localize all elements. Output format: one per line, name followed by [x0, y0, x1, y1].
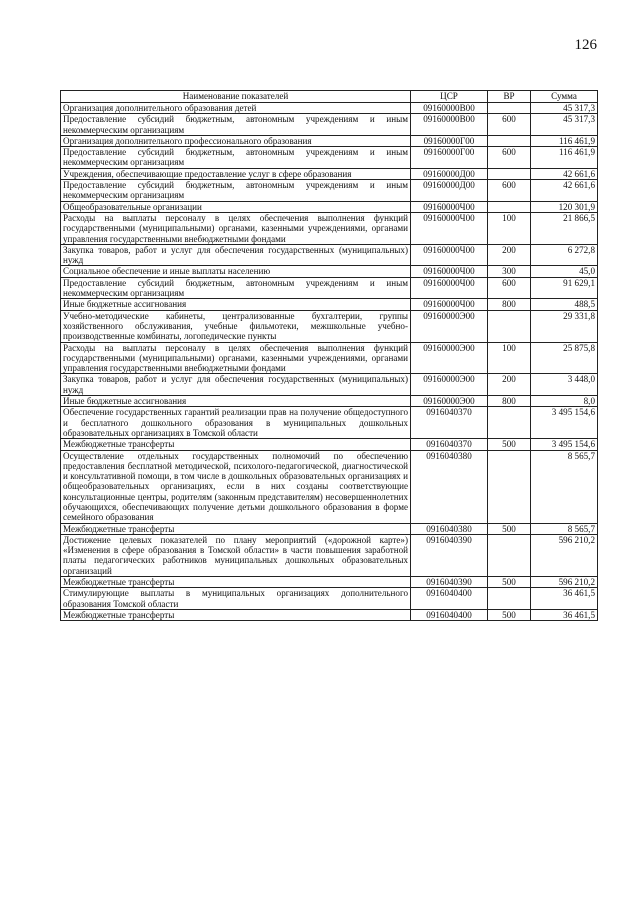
- vr-code-cell: 600: [488, 147, 531, 169]
- csr-code-cell: 0916040400: [411, 588, 488, 610]
- csr-code-cell: 09160000Ч00: [411, 212, 488, 244]
- csr-code-cell: 09160000В00: [411, 103, 488, 114]
- indicator-name-cell: Иные бюджетные ассигнования: [61, 299, 411, 310]
- csr-code-cell: 09160000Ч00: [411, 277, 488, 299]
- header-sum: Сумма: [531, 91, 598, 103]
- amount-cell: 45 317,3: [531, 114, 598, 136]
- vr-code-cell: 800: [488, 299, 531, 310]
- csr-code-cell: 09160000Г00: [411, 147, 488, 169]
- amount-cell: 116 461,9: [531, 147, 598, 169]
- table-header: [61, 91, 598, 103]
- vr-code-cell: 500: [488, 609, 531, 620]
- csr-code-cell: 09160000Э00: [411, 342, 488, 374]
- csr-code-cell: 0916040390: [411, 534, 488, 576]
- csr-code-cell: 0916040380: [411, 523, 488, 534]
- vr-code-cell: [488, 201, 531, 212]
- indicator-name-cell: Предоставление субсидий бюджетным, автономным учреждениям и иным некоммерческим организациям: [61, 180, 411, 202]
- csr-code-cell: 09160000В00: [411, 114, 488, 136]
- table-row: [61, 168, 598, 179]
- csr-code-cell: 09160000Ч00: [411, 201, 488, 212]
- table-row: [61, 244, 598, 266]
- indicator-name-cell: Организация дополнительного образования детей: [61, 103, 411, 114]
- indicator-name-cell: Достижение целевых показателей по плану мероприятий («дорожной карте») «Изменения в сфере образования в Томской области» в части повышения заработной платы педагогических работников муниципальных дошкольных образовательных организаций: [61, 534, 411, 576]
- indicator-name-cell: Обеспечение государственных гарантий реализации прав на получение общедоступного и бесплатного дошкольного образования в муниципальных дошкольных образовательных организациях в Томской области: [61, 407, 411, 439]
- header-vr: ВР: [488, 91, 531, 103]
- vr-code-cell: 200: [488, 374, 531, 396]
- table-row: [61, 342, 598, 374]
- indicator-name-cell: Расходы на выплаты персоналу в целях обеспечения выполнения функций государственными (муниципальными) органами, казенными учреждениями, органами управления государственными внебюджетными фондами: [61, 342, 411, 374]
- amount-cell: 45 317,3: [531, 103, 598, 114]
- amount-cell: 8 565,7: [531, 450, 598, 523]
- amount-cell: 3 448,0: [531, 374, 598, 396]
- amount-cell: 45,0: [531, 266, 598, 277]
- table-row: [61, 534, 598, 576]
- indicator-name-cell: Организация дополнительного профессионального образования: [61, 135, 411, 146]
- amount-cell: 8 565,7: [531, 523, 598, 534]
- vr-code-cell: [488, 450, 531, 523]
- csr-code-cell: 0916040370: [411, 439, 488, 450]
- vr-code-cell: 500: [488, 577, 531, 588]
- indicator-name-cell: Стимулирующие выплаты в муниципальных организациях дополнительного образования Томской области: [61, 588, 411, 610]
- csr-code-cell: 0916040390: [411, 577, 488, 588]
- csr-code-cell: 09160000Д00: [411, 180, 488, 202]
- csr-code-cell: 09160000Ч00: [411, 244, 488, 266]
- vr-code-cell: 500: [488, 523, 531, 534]
- vr-code-cell: 500: [488, 439, 531, 450]
- indicator-name-cell: Закупка товаров, работ и услуг для обеспечения государственных (муниципальных) нужд: [61, 374, 411, 396]
- table-body: [61, 103, 598, 621]
- indicator-name-cell: Предоставление субсидий бюджетным, автономным учреждениям и иным некоммерческим организациям: [61, 147, 411, 169]
- csr-code-cell: 09160000Ч00: [411, 266, 488, 277]
- amount-cell: 8,0: [531, 396, 598, 407]
- vr-code-cell: [488, 135, 531, 146]
- table-row: [61, 212, 598, 244]
- table-row: [61, 523, 598, 534]
- table-row: [61, 577, 598, 588]
- header-csr: ЦСР: [411, 91, 488, 103]
- vr-code-cell: 600: [488, 180, 531, 202]
- csr-code-cell: 09160000Э00: [411, 310, 488, 342]
- indicator-name-cell: Межбюджетные трансферты: [61, 577, 411, 588]
- indicator-name-cell: Осуществление отдельных государственных полномочий по обеспечению предоставления бесплатной методической, психолого-педагогической, диагностической и консультативной помощи, в том числе в дошкольных образовательных организациях и общеобразовательных организациях, если в них созданы соответствующие консультационные центры, родителям (законным представителям) несовершеннолетних обучающихся, обеспечивающих получение детьми дошкольного образования в форме семейного образования: [61, 450, 411, 523]
- indicator-name-cell: Учреждения, обеспечивающие предоставление услуг в сфере образования: [61, 168, 411, 179]
- vr-code-cell: 100: [488, 212, 531, 244]
- csr-code-cell: 09160000Э00: [411, 396, 488, 407]
- table-row: [61, 135, 598, 146]
- amount-cell: 36 461,5: [531, 588, 598, 610]
- csr-code-cell: 09160000Д00: [411, 168, 488, 179]
- csr-code-cell: 0916040400: [411, 609, 488, 620]
- page-number: 126: [574, 37, 597, 53]
- table-row: [61, 201, 598, 212]
- csr-code-cell: 0916040380: [411, 450, 488, 523]
- table-row: [61, 147, 598, 169]
- amount-cell: 116 461,9: [531, 135, 598, 146]
- table-row: [61, 114, 598, 136]
- budget-table: [60, 90, 598, 621]
- table-row: [61, 374, 598, 396]
- vr-code-cell: [488, 310, 531, 342]
- vr-code-cell: 100: [488, 342, 531, 374]
- indicator-name-cell: Межбюджетные трансферты: [61, 439, 411, 450]
- indicator-name-cell: Предоставление субсидий бюджетным, автономным учреждениям и иным некоммерческим организациям: [61, 277, 411, 299]
- indicator-name-cell: Межбюджетные трансферты: [61, 609, 411, 620]
- amount-cell: 6 272,8: [531, 244, 598, 266]
- table-row: [61, 266, 598, 277]
- table-row: [61, 396, 598, 407]
- vr-code-cell: 300: [488, 266, 531, 277]
- vr-code-cell: 200: [488, 244, 531, 266]
- vr-code-cell: [488, 588, 531, 610]
- vr-code-cell: 600: [488, 277, 531, 299]
- amount-cell: 42 661,6: [531, 168, 598, 179]
- amount-cell: 3 495 154,6: [531, 439, 598, 450]
- table-row: [61, 588, 598, 610]
- indicator-name-cell: Общеобразовательные организации: [61, 201, 411, 212]
- amount-cell: 25 875,8: [531, 342, 598, 374]
- indicator-name-cell: Закупка товаров, работ и услуг для обеспечения государственных (муниципальных) нужд: [61, 244, 411, 266]
- vr-code-cell: [488, 407, 531, 439]
- vr-code-cell: [488, 103, 531, 114]
- amount-cell: 488,5: [531, 299, 598, 310]
- csr-code-cell: 09160000Ч00: [411, 299, 488, 310]
- table-row: [61, 450, 598, 523]
- table-row: [61, 180, 598, 202]
- amount-cell: 120 301,9: [531, 201, 598, 212]
- table-row: [61, 277, 598, 299]
- vr-code-cell: [488, 534, 531, 576]
- table-row: [61, 103, 598, 114]
- indicator-name-cell: Иные бюджетные ассигнования: [61, 396, 411, 407]
- indicator-name-cell: Предоставление субсидий бюджетным, автономным учреждениям и иным некоммерческим организациям: [61, 114, 411, 136]
- indicator-name-cell: Социальное обеспечение и иные выплаты населению: [61, 266, 411, 277]
- vr-code-cell: 800: [488, 396, 531, 407]
- csr-code-cell: 09160000Г00: [411, 135, 488, 146]
- header-name: Наименование показателей: [61, 91, 411, 103]
- table-row: [61, 299, 598, 310]
- table-row: [61, 407, 598, 439]
- amount-cell: 596 210,2: [531, 534, 598, 576]
- indicator-name-cell: Расходы на выплаты персоналу в целях обеспечения выполнения функций государственными (муниципальными) органами, казенными учреждениями, органами управления государственными внебюджетными фондами: [61, 212, 411, 244]
- table-row: [61, 439, 598, 450]
- amount-cell: 91 629,1: [531, 277, 598, 299]
- csr-code-cell: 09160000Э00: [411, 374, 488, 396]
- amount-cell: 36 461,5: [531, 609, 598, 620]
- table-row: [61, 609, 598, 620]
- vr-code-cell: 600: [488, 114, 531, 136]
- amount-cell: 29 331,8: [531, 310, 598, 342]
- csr-code-cell: 0916040370: [411, 407, 488, 439]
- indicator-name-cell: Учебно-методические кабинеты, централизованные бухгалтерии, группы хозяйственного обслуживания, учебные фильмотеки, межшкольные учебно-производственные комбинаты, логопедические пункты: [61, 310, 411, 342]
- vr-code-cell: [488, 168, 531, 179]
- amount-cell: 596 210,2: [531, 577, 598, 588]
- amount-cell: 3 495 154,6: [531, 407, 598, 439]
- amount-cell: 21 866,5: [531, 212, 598, 244]
- amount-cell: 42 661,6: [531, 180, 598, 202]
- table-row: [61, 310, 598, 342]
- indicator-name-cell: Межбюджетные трансферты: [61, 523, 411, 534]
